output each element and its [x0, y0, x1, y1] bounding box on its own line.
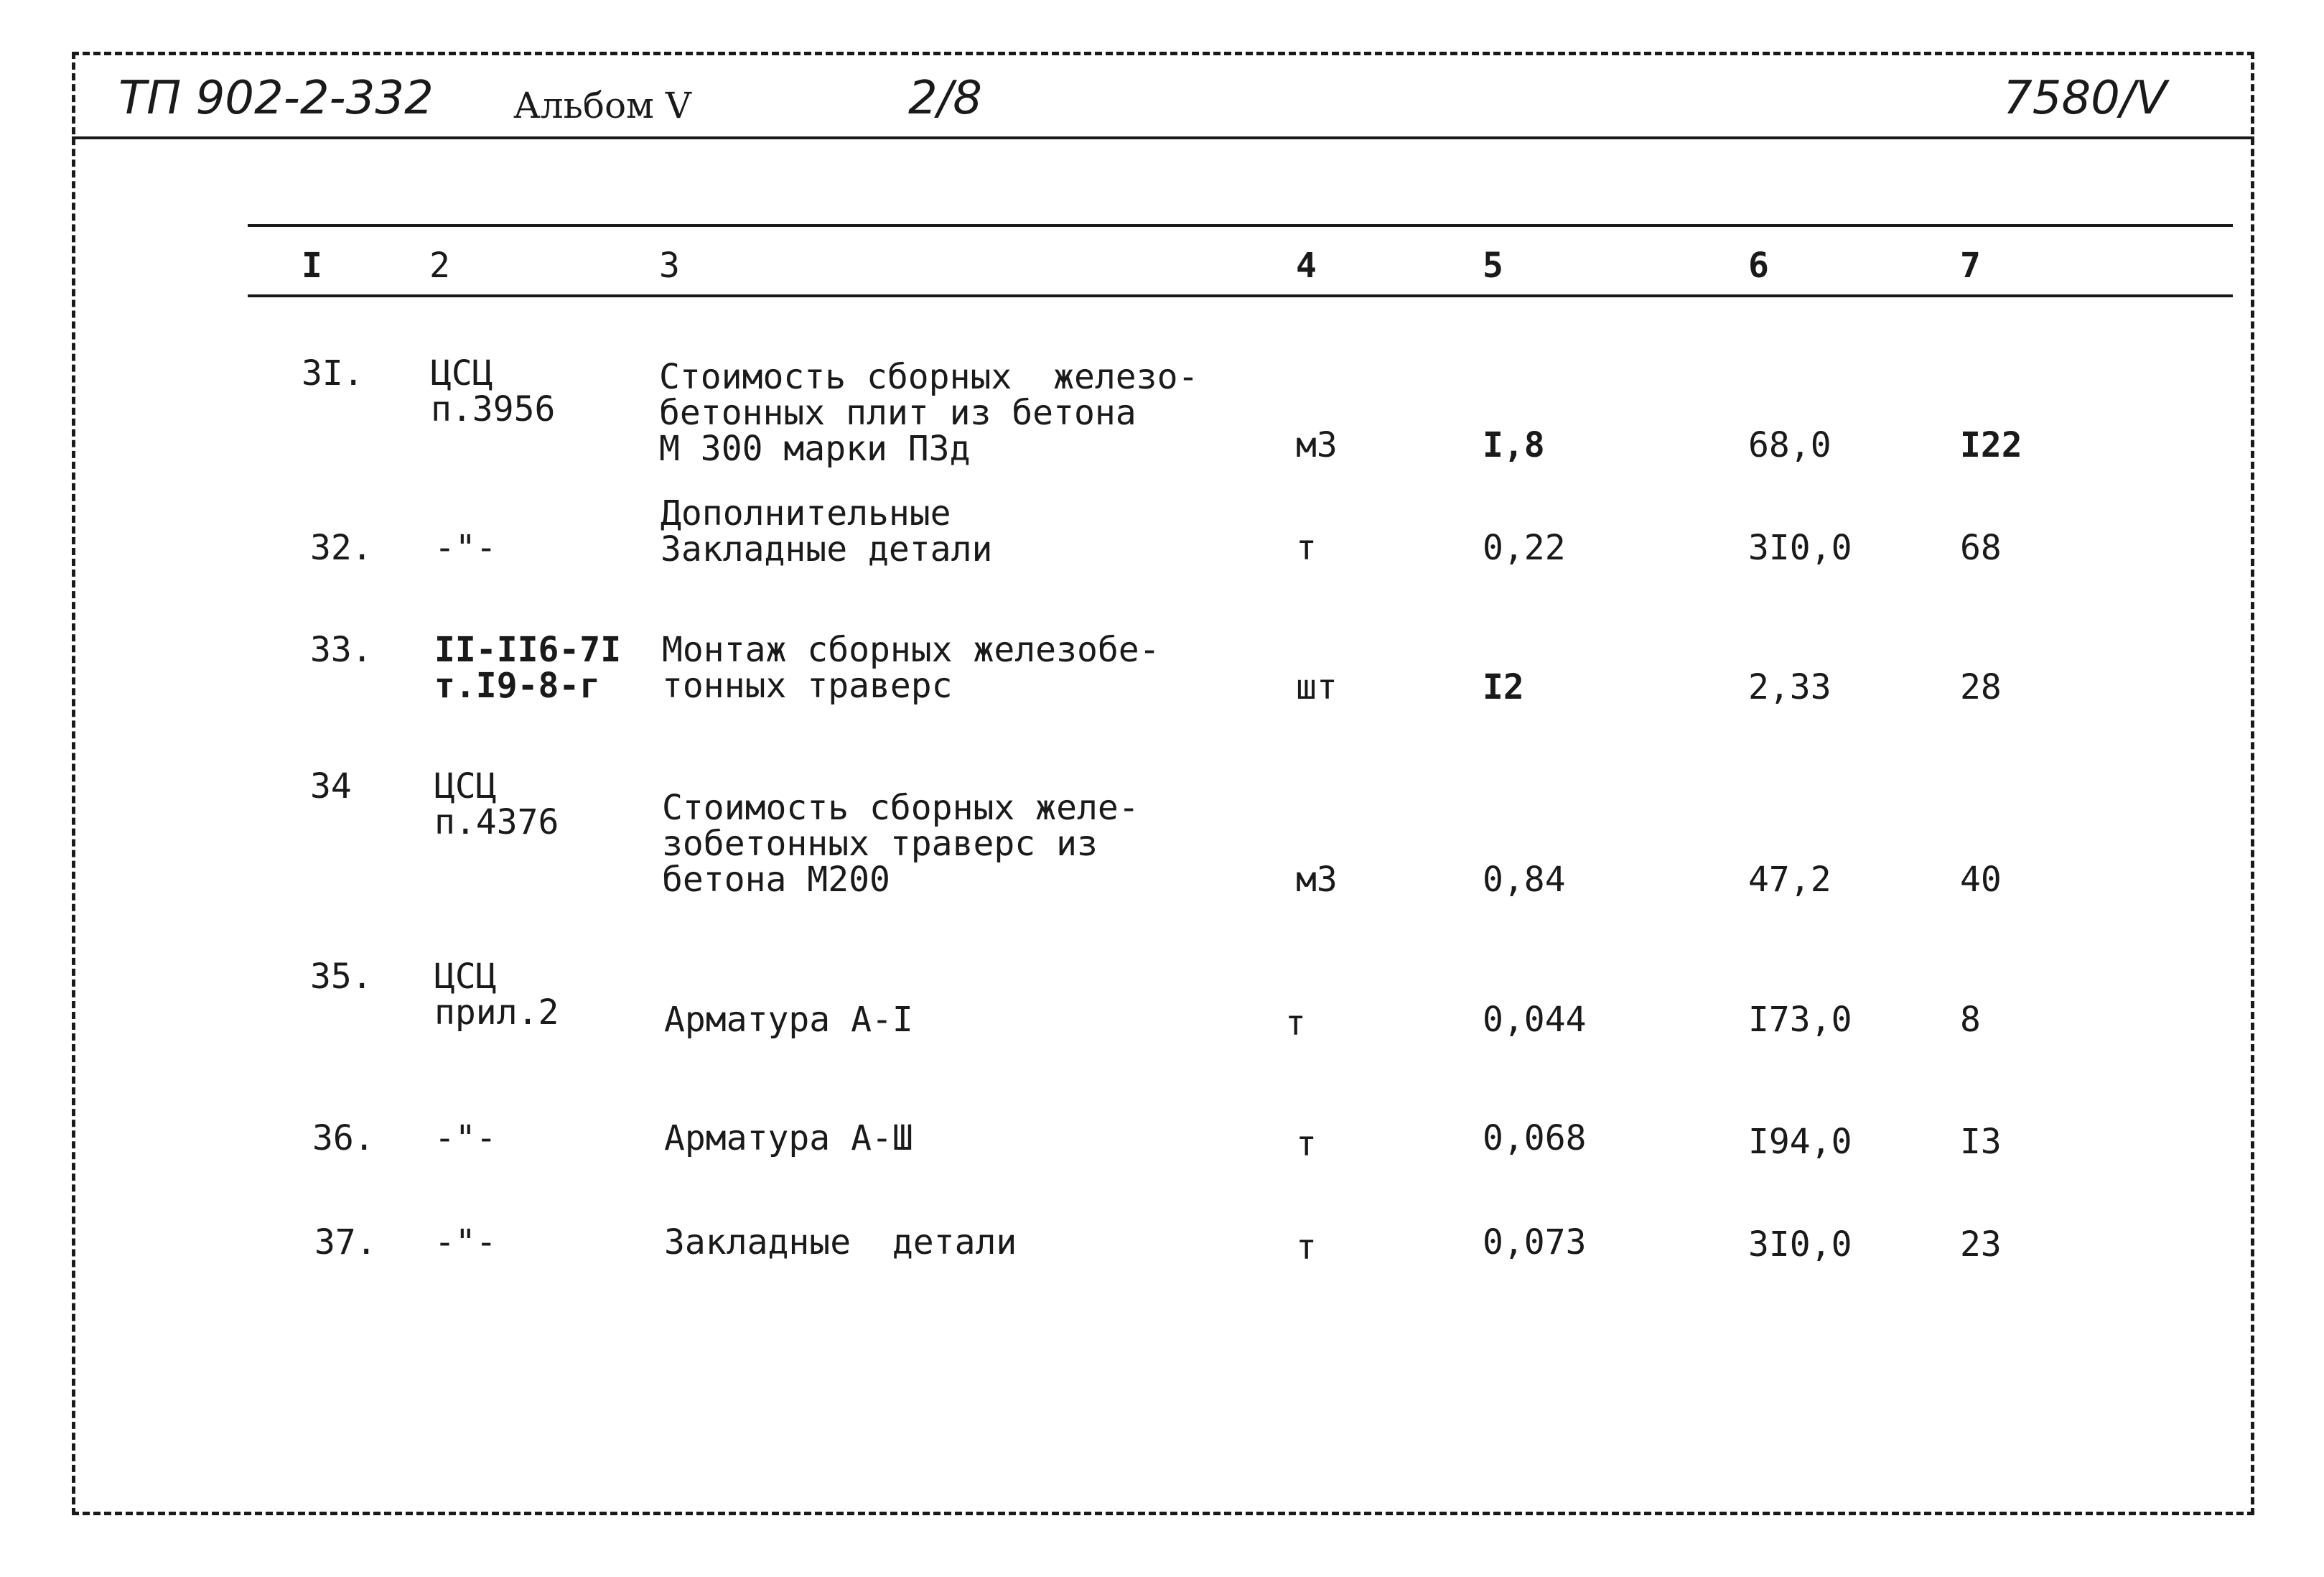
work-description: Стоимость сборных желе- зобетонных траверс из бетона М200: [662, 788, 1139, 900]
unit-price: 47,2: [1748, 860, 1831, 900]
work-description: Арматура А-Ш: [664, 1118, 913, 1158]
norm-code: ЦСЦ прил.2: [434, 957, 559, 1033]
total: I3: [1960, 1122, 2002, 1162]
work-description: Закладные детали: [664, 1222, 1017, 1262]
sheet-number: 2/8: [908, 72, 982, 125]
header-rule: [72, 136, 2254, 139]
quantity: 0,068: [1483, 1118, 1587, 1158]
unit: м3: [1296, 425, 1338, 465]
norm-code: -"-: [434, 528, 497, 568]
unit: т: [1285, 1003, 1306, 1043]
unit-price: 2,33: [1748, 667, 1831, 707]
total: 23: [1960, 1224, 2002, 1265]
norm-code: -"-: [434, 1222, 497, 1262]
row-number: 3I.: [302, 353, 364, 394]
table-header-rule: [248, 294, 2233, 297]
quantity: 0,84: [1483, 860, 1566, 900]
row-number: 33.: [310, 630, 373, 670]
page-frame: [72, 52, 2254, 1515]
norm-code: -"-: [434, 1118, 497, 1158]
column-header: 5: [1483, 246, 1503, 286]
total: 28: [1960, 667, 2002, 707]
quantity: 0,073: [1483, 1222, 1587, 1262]
unit-price: I73,0: [1748, 1000, 1852, 1040]
unit: шт: [1296, 667, 1338, 707]
quantity: I,8: [1483, 425, 1545, 465]
table-top-rule: [248, 224, 2233, 227]
album-label: Альбом V: [513, 85, 691, 126]
column-header: 2: [429, 246, 450, 286]
unit-price: 68,0: [1748, 425, 1831, 465]
unit-price: I94,0: [1748, 1122, 1852, 1162]
unit: т: [1296, 1124, 1317, 1164]
total: 8: [1960, 1000, 1981, 1040]
column-header: 3: [659, 246, 680, 286]
unit: м3: [1296, 860, 1338, 900]
work-description: Монтаж сборных железобе- тонных траверс: [662, 630, 1160, 706]
work-description: Арматура А-I: [664, 1000, 913, 1040]
quantity: I2: [1483, 667, 1524, 707]
total: 40: [1960, 860, 2002, 900]
quantity: 0,22: [1483, 528, 1566, 568]
total: 68: [1960, 528, 2002, 568]
unit: т: [1296, 528, 1317, 568]
unit-price: 3I0,0: [1748, 528, 1852, 568]
norm-code: II-II6-7I т.I9-8-г: [434, 630, 622, 706]
work-description: Стоимость сборных железо- бетонных плит из бетона М 300 марки П3д: [659, 357, 1199, 469]
row-number: 34: [310, 766, 352, 806]
column-header: 6: [1748, 246, 1769, 286]
row-number: 35.: [310, 957, 373, 997]
column-header: 4: [1296, 246, 1317, 286]
row-number: 36.: [312, 1118, 375, 1158]
work-description: Дополнительные Закладные детали: [661, 493, 993, 569]
column-header: I: [302, 246, 322, 286]
document-number: 7580/V: [2003, 72, 2167, 125]
total: I22: [1960, 425, 2022, 465]
row-number: 32.: [310, 528, 373, 568]
doc-code: ТП 902-2-332: [118, 72, 434, 125]
column-header: 7: [1960, 246, 1981, 286]
norm-code: ЦСЦ п.3956: [431, 353, 556, 429]
unit: т: [1296, 1227, 1317, 1267]
quantity: 0,044: [1483, 1000, 1587, 1040]
norm-code: ЦСЦ п.4376: [434, 766, 559, 842]
row-number: 37.: [314, 1222, 377, 1262]
unit-price: 3I0,0: [1748, 1224, 1852, 1265]
